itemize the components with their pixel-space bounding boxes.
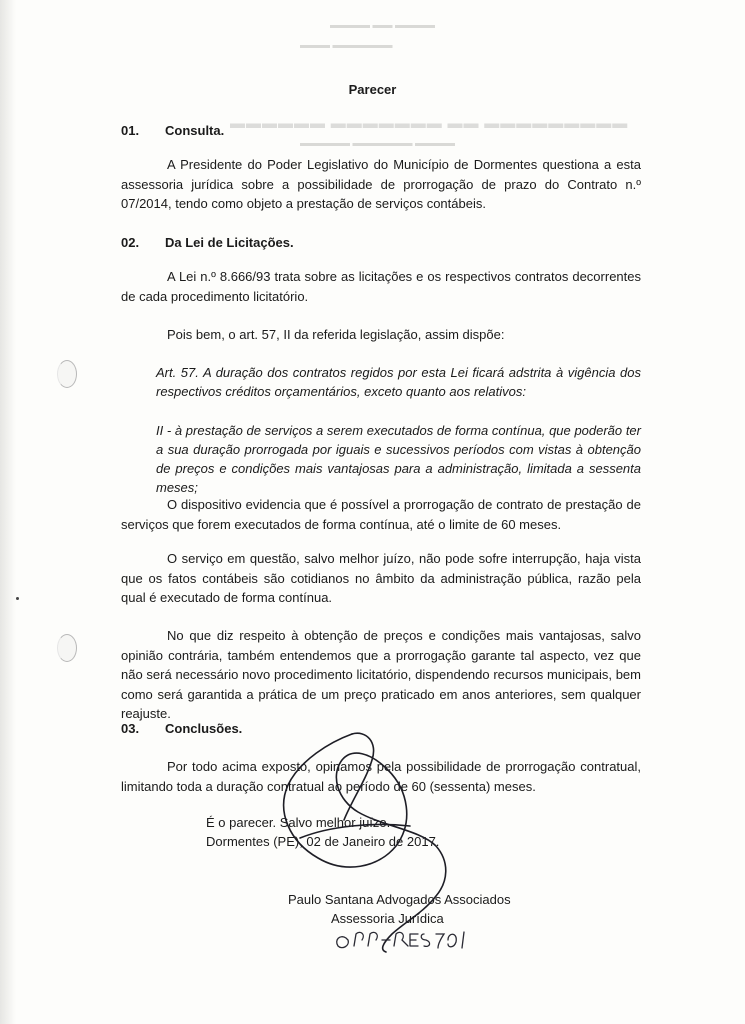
bleed-through-text: ▬▬▬ ▬▬▬▬▬▬ — [300, 40, 393, 51]
section-number: 03. — [121, 721, 140, 736]
section-title: Da Lei de Licitações. — [165, 235, 294, 250]
bleed-through-heading: ▬▬▬▬▬▬ ▬▬▬▬▬▬▬ ▬▬ ▬▬▬▬▬▬▬▬▬ — [230, 116, 629, 132]
paragraph-consulta: A Presidente do Poder Legislativo do Município de Dormentes questiona a esta assessoria jurídica sobre a possibilidade de prorrogação de prazo do Contrato n.º 07/2014, tendo como objeto a prestação de serviços contábeis. — [121, 157, 641, 211]
section-number: 02. — [121, 235, 140, 250]
signature-firm: Paulo Santana Advogados Associados — [288, 892, 511, 907]
paragraph-servico: O serviço em questão, salvo melhor juízo, não pode sofre interrupção, haja vista que os fatos contábeis são cotidianos no âmbito da administração pública, razão pela qual é executado de forma contínua. — [121, 551, 641, 605]
closing-statement: É o parecer. Salvo melhor juízo. — [206, 815, 391, 830]
paragraph-conclusao: Por todo acima exposto, opinamos pela possibilidade de prorrogação contratual, limitando toda a duração contratual ao período de 60 (sessenta) meses. — [121, 759, 641, 794]
quote-inciso-ii: II - à prestação de serviços a serem executados de forma contínua, que poderão ter a sua duração prorrogada por iguais e sucessivos períodos com vistas à obtenção de preços e condições mais vantajosas para a administração, limitada a sessenta meses; — [156, 423, 641, 495]
bleed-through-text: ▬▬▬▬ ▬▬ ▬▬▬▬ — [330, 20, 435, 31]
paragraph-precos: No que diz respeito à obtenção de preços e condições mais vantajosas, salvo opinião contrária, também entendemos que a prorrogação garante tal aspecto, vez que não será necessário novo procedimento licitatório, dispendendo recursos municipais, bem como será garantida a prática de um preço praticado em anos anteriores, sem qualquer reajuste. — [121, 628, 641, 721]
document-title: Parecer — [348, 82, 397, 97]
section-number: 01. — [121, 123, 140, 138]
section-title: Consulta. — [165, 123, 225, 138]
paragraph-dispositivo: O dispositivo evidencia que é possível a prorrogação de contrato de prestação de serviços que forem executados de forma contínua, até o limite de 60 meses. — [121, 497, 641, 532]
paragraph-lei-intro: A Lei n.º 8.666/93 trata sobre as licitações e os respectivos contratos decorrentes de cada procedimento licitatório. — [121, 269, 641, 304]
paragraph-pois-bem: Pois bem, o art. 57, II da referida legislação, assim dispõe: — [167, 327, 505, 342]
quote-art-57: Art. 57. A duração dos contratos regidos por esta Lei ficará adstrita à vigência dos respectivos créditos orçamentários, exceto quanto aos relativos: — [156, 365, 641, 399]
bleed-through-text: ▬▬▬▬▬ ▬▬▬▬▬▬ ▬▬▬▬ — [300, 138, 455, 149]
section-title: Conclusões. — [165, 721, 243, 736]
signature-role: Assessoria Jurídica — [331, 911, 444, 926]
closing-place-date: Dormentes (PE), 02 de Janeiro de 2017. — [206, 834, 440, 849]
